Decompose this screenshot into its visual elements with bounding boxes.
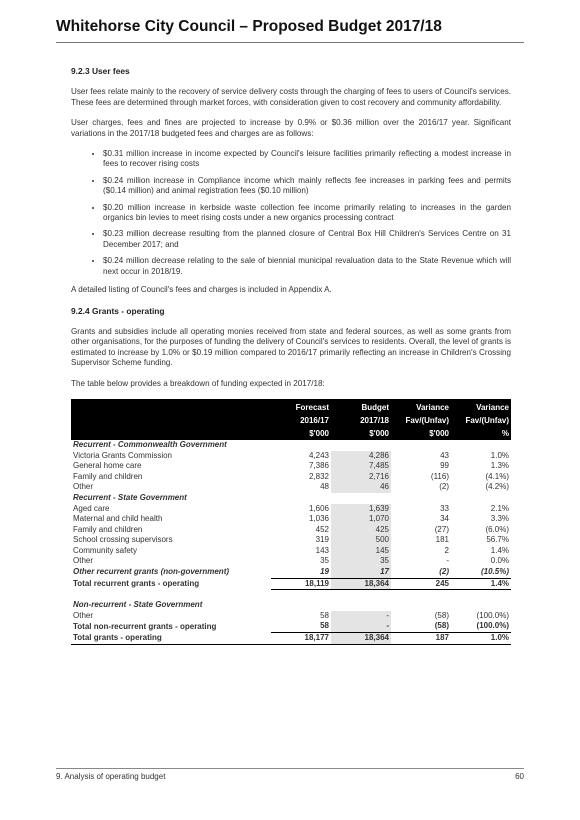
header-blank [71,414,271,427]
table-row [71,461,511,472]
row-label: Family and children [73,524,143,534]
row-label: Non-recurrent - State Government [73,600,203,610]
table-row [71,556,511,567]
document-title: Whitehorse City Council – Proposed Budget 2017/18 [56,18,442,35]
row-value: 1.0% [490,450,509,460]
bullet-item: • $0.24 million increase in Compliance income which mainly reflects fee increases in parking fees and permits ($0.14 million) and animal registration fees ($0.10 million) [103,176,511,197]
row-value: 18,119 [271,578,331,590]
footer-section-label: 9. Analysis of operating budget [56,772,166,781]
row-value: 58 [320,610,329,620]
row-value: 1,639 [331,504,391,515]
row-value: (2) [439,482,449,492]
table-row [71,535,511,546]
row-label: School crossing supervisors [73,535,173,545]
row-value: 48 [320,482,329,492]
row-value: 1.3% [490,461,509,471]
table-group-header [71,440,511,451]
grants-table-body [71,440,511,644]
row-label: Recurrent - Commonwealth Government [73,439,227,449]
row-value: (6.0%) [485,524,509,534]
row-label: Total recurrent grants - operating [73,578,200,588]
row-value: 35 [331,556,391,567]
row-value: 500 [331,535,391,546]
row-value: 58 [271,621,331,632]
row-value: 0.0% [490,556,509,566]
row-label: Other [73,482,94,492]
row-value: 2 [444,545,449,555]
column-unit: % [451,427,511,440]
row-value: 34 [440,514,449,524]
bullet-item: • $0.31 million increase in income expected by Council's leisure facilities primarily reflecting a modest increase in fees to recover rising costs [103,149,511,170]
row-value: 4,243 [308,450,329,460]
table-row [71,525,511,536]
row-value: - [446,556,449,566]
page-number: 60 [515,772,524,781]
row-value: (58) [391,621,451,632]
grants-table [71,399,511,645]
column-unit: $'000 [331,427,391,440]
column-header: Variance [451,399,511,414]
row-value: 18,177 [271,633,331,645]
row-value: 1,070 [331,514,391,525]
row-value: 143 [315,545,329,555]
row-value: (27) [434,524,449,534]
row-label: Other [73,556,94,566]
table-row [71,611,511,622]
row-value: 1.4% [490,545,509,555]
row-label: Total grants - operating [71,633,271,645]
row-value: (58) [434,610,449,620]
page-footer [56,768,524,781]
row-label: Total non-recurrent grants - operating [73,621,217,631]
table-row [71,621,511,632]
table-row [71,590,511,601]
column-header: Fav/(Unfav) [391,414,451,427]
row-value [271,493,331,504]
user-fees-para-1: User fees relate mainly to the recovery of service delivery costs through the charging of fees to users of Council's services. These fees are determined through market forces, with consideration given to cost recovery and community affordability. [71,87,511,107]
row-value: 1,036 [308,514,329,524]
table-group-header [71,600,511,611]
row-label: Family and children [73,471,143,481]
row-label: Community safety [73,545,138,555]
row-value: 181 [435,535,449,545]
row-label: Recurrent - State Government [73,492,187,502]
user-fees-para-2: User charges, fees and fines are projected to increase by 0.9% or $0.36 million over the 2016/17 year. Significant variations in the 2017/18 budgeted fees and charges are as follows: [71,118,511,138]
table-row [71,482,511,493]
row-value: 187 [391,633,451,645]
table-group-header [71,493,511,504]
row-value: (2) [391,567,451,578]
row-value: 1.4% [451,578,511,590]
row-value: 46 [331,482,391,493]
column-header: Forecast [271,399,331,414]
row-value: 452 [315,524,329,534]
row-value [331,493,391,504]
row-value: 1.0% [451,633,511,645]
row-value: (116) [430,471,449,481]
row-value: 1,606 [308,503,329,513]
grants-para-1: Grants and subsidies include all operating monies received from state and federal sources, as well as some grants from other organisations, for the purposes of funding the delivery of Council's services to residents. Overall, the level of grants is estimated to increase by 1.0% or $0.19 million compared to 2016/17 primarily reflecting an increase in Children's Crossing Supervisor Scheme funding. [71,326,511,368]
bullet-item: • $0.24 million decrease relating to the sale of biennial municipal revaluation data to the State Revenue which will next occur in 2018/19. [103,256,511,277]
user-fees-bullet-list [71,149,511,277]
user-fees-para-3: A detailed listing of Council's fees and charges is included in Appendix A. [71,285,332,295]
table-row [71,567,511,578]
row-value [391,590,451,601]
row-label: General home care [73,461,142,471]
row-value [391,600,451,611]
row-label: Other [73,610,94,620]
table-row [71,451,511,462]
row-value: 425 [331,525,391,536]
row-value: 3.3% [490,514,509,524]
row-label [71,590,271,601]
row-value [331,590,391,601]
row-value: 43 [440,450,449,460]
row-value: 7,386 [308,461,329,471]
row-label: Victoria Grants Commission [73,450,172,460]
bullet-item: • $0.20 million increase in kerbside waste collection fee income primarily relating to increases in the garden organics bin levies to meet rising costs under a new organics processing contract [103,203,511,224]
page-content [71,66,511,645]
bullet-item: • $0.23 million decrease resulting from the planned closure of Central Box Hill Children's Services Centre on 31 December 2017; and [103,229,511,250]
row-value [271,590,331,601]
row-value [391,493,451,504]
column-header: Fav/(Unfav) [451,414,511,427]
row-value: 2.1% [490,503,509,513]
row-value [451,590,511,601]
row-value [451,440,511,451]
table-row [71,504,511,515]
row-value: 4,286 [331,451,391,462]
row-value: 18,364 [331,633,391,645]
row-value [271,600,331,611]
column-unit: $'000 [271,427,331,440]
row-value: 99 [440,461,449,471]
section-heading-user-fees: 9.2.3 User fees [71,66,130,76]
row-value: (4.2%) [485,482,509,492]
row-label: Aged care [73,503,110,513]
row-label: Maternal and child health [73,514,163,524]
row-value [391,440,451,451]
table-row [71,472,511,483]
row-value: - [331,611,391,622]
row-value [271,440,331,451]
row-value: 7,485 [331,461,391,472]
row-value [331,440,391,451]
column-header: Variance [391,399,451,414]
row-value: 2,832 [308,471,329,481]
row-value [451,600,511,611]
row-value [451,493,511,504]
row-value: 56.7% [486,535,509,545]
grants-table-header [71,399,511,440]
column-header: Budget [331,399,391,414]
column-unit: $'000 [391,427,451,440]
row-value: 2,716 [331,472,391,483]
row-value: 33 [440,503,449,513]
row-value: 245 [391,578,451,590]
row-value: 18,364 [331,578,391,590]
column-header: 2017/18 [331,414,391,427]
row-value: 17 [331,567,391,578]
table-row [71,578,511,590]
grants-para-2: The table below provides a breakdown of funding expected in 2017/18: [71,378,325,388]
table-row [71,546,511,557]
row-value: (100.0%) [476,610,509,620]
row-value: 145 [331,546,391,557]
table-row [71,633,511,645]
column-header: 2016/17 [271,414,331,427]
row-value: 319 [315,535,329,545]
row-value: 35 [320,556,329,566]
row-value: - [331,621,391,632]
header-blank [71,427,271,440]
row-value: 19 [271,567,331,578]
table-row [71,514,511,525]
row-label: Other recurrent grants (non-government) [73,567,230,577]
row-value [331,600,391,611]
page-header [56,18,524,43]
row-value: (10.5%) [451,567,511,578]
row-value: (100.0%) [451,621,511,632]
section-heading-grants-operating: 9.2.4 Grants - operating [71,305,165,316]
row-value: (4.1%) [485,471,509,481]
header-blank [71,399,271,414]
